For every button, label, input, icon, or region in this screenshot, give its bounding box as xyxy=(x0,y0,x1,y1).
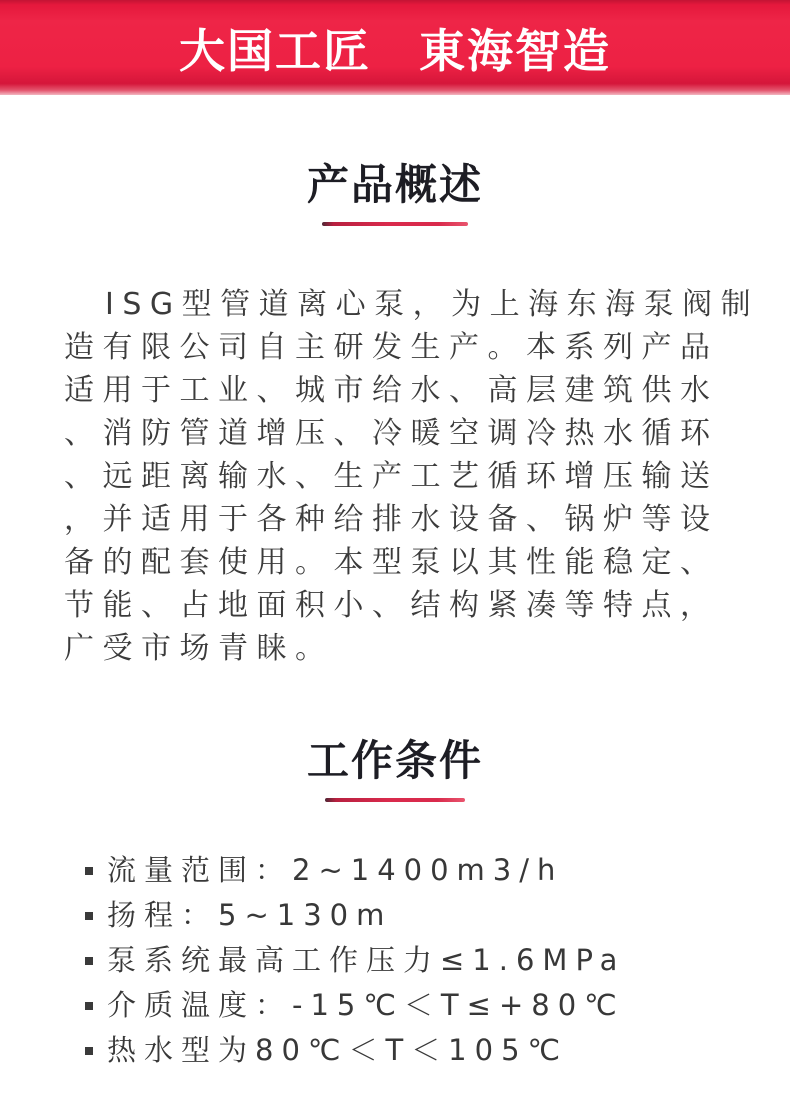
paragraph-line: 备的配套使用。本型泵以其性能稳定、 xyxy=(64,545,719,580)
paragraph-line: 广受市场青睐。 xyxy=(64,631,334,666)
section-working-conditions xyxy=(0,737,790,1073)
paragraph-line: 造有限公司自主研发生产。本系列产品 xyxy=(64,330,719,365)
bullet-text: 流量范围：2~1400m3/h xyxy=(107,853,564,887)
overview-paragraph xyxy=(64,283,760,670)
bullet-text: 热水型为80℃＜T＜105℃ xyxy=(107,1033,569,1067)
banner xyxy=(0,0,790,95)
overview-title-underline xyxy=(322,222,468,226)
paragraph-line: 、远距离输水、生产工艺循环增压输送 xyxy=(64,459,719,494)
bullet-dot-icon xyxy=(85,1047,93,1055)
bullet-dot-icon xyxy=(85,1002,93,1010)
bullet-text: 泵系统最高工作压力≤1.6MPa xyxy=(107,943,626,977)
bullet-item xyxy=(64,848,790,893)
paragraph-line: 、消防管道增压、冷暖空调冷热水循环 xyxy=(64,416,719,451)
bullet-item xyxy=(64,983,790,1028)
bullet-text: 扬程：5~130m xyxy=(107,898,393,932)
bullet-dot-icon xyxy=(85,867,93,875)
bullet-dot-icon xyxy=(85,912,93,920)
working-conditions-title: 工作条件 xyxy=(306,736,483,785)
paragraph-line: 节能、占地面积小、结构紧凑等特点， xyxy=(64,588,719,623)
bullet-text: 介质温度：-15℃＜T≤+80℃ xyxy=(107,988,625,1022)
bullet-item xyxy=(64,1028,790,1073)
paragraph-line: ISG型管道离心泵，为上海东海泵阀制 xyxy=(105,287,760,322)
working-conditions-title-underline xyxy=(325,798,465,802)
section-overview xyxy=(0,161,790,670)
overview-title: 产品概述 xyxy=(306,160,483,209)
bullet-item xyxy=(64,893,790,938)
working-conditions-list xyxy=(64,848,790,1073)
paragraph-line: ，并适用于各种给排水设备、锅炉等设 xyxy=(64,502,719,537)
banner-title: 大国工匠 東海智造 xyxy=(179,23,611,78)
paragraph-line: 适用于工业、城市给水、高层建筑供水 xyxy=(64,373,719,408)
bullet-dot-icon xyxy=(85,957,93,965)
bullet-item xyxy=(64,938,790,983)
